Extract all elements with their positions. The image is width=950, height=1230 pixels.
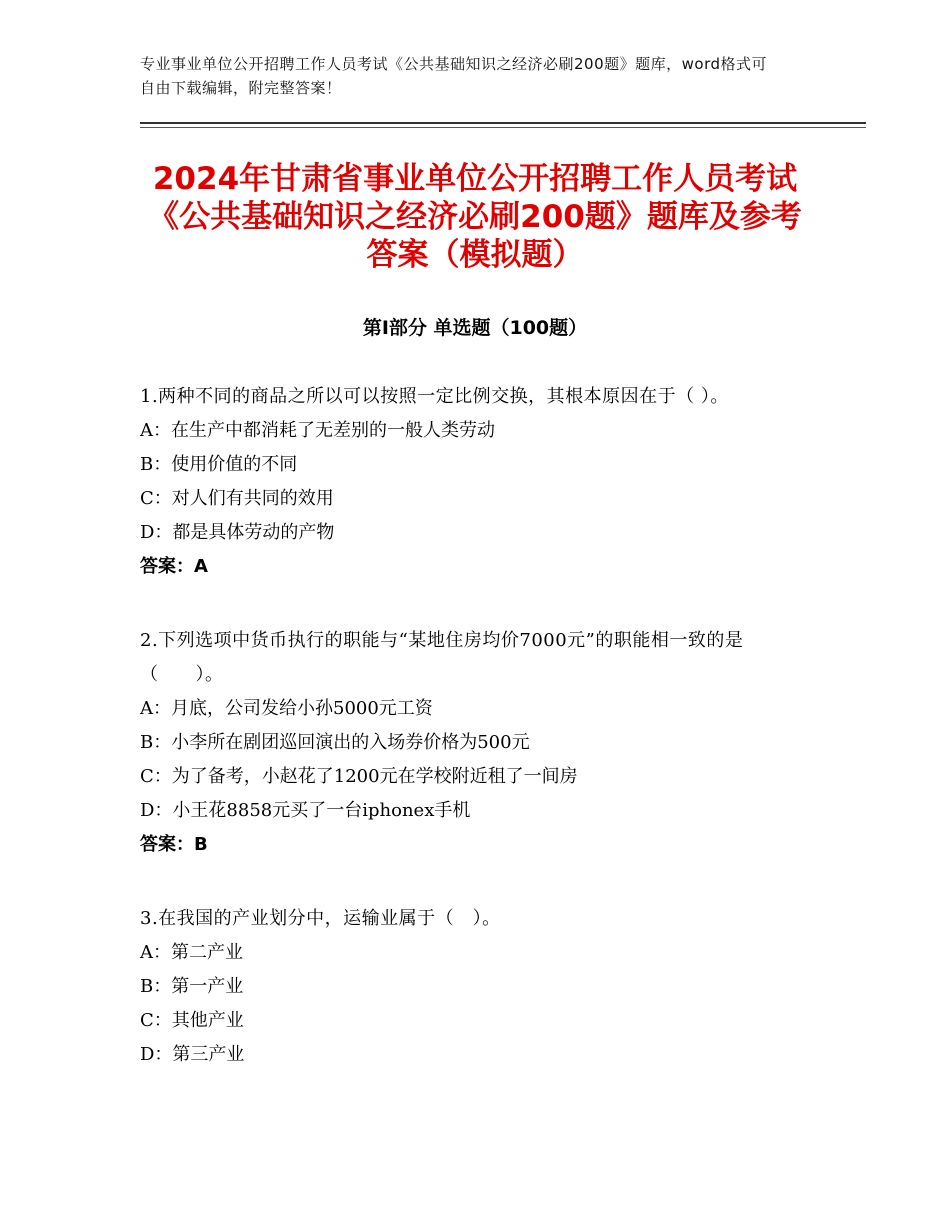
question-1 xyxy=(140,380,810,584)
question-text: 1.两种不同的商品之所以可以按照一定比例交换，其根本原因在于（ ）。 xyxy=(140,386,729,407)
option-c: C：其他产业 xyxy=(140,1010,244,1031)
option-d: D：小王花8858元买了一台iphonex手机 xyxy=(140,800,471,821)
question-text: 2.下列选项中货币执行的职能与“某地住房均价7000元”的职能相一致的是（ ）。 xyxy=(140,630,744,685)
document-title: 2024年甘肃省事业单位公开招聘工作人员考试《公共基础知识之经济必刷200题》题库及参考答案（模拟题） xyxy=(148,161,802,273)
option-b: B：第一产业 xyxy=(140,976,244,997)
header-divider-thick xyxy=(140,122,866,124)
answer: 答案：A xyxy=(140,556,208,577)
option-d: D：都是具体劳动的产物 xyxy=(140,522,335,543)
option-c: C：对人们有共同的效用 xyxy=(140,488,334,509)
section-title: 第Ⅰ部分 单选题（100题） xyxy=(362,317,588,339)
option-a: A：月底，公司发给小孙5000元工资 xyxy=(140,698,433,719)
question-list xyxy=(140,380,810,1112)
header-divider-thin xyxy=(140,127,866,128)
option-d: D：第三产业 xyxy=(140,1044,245,1065)
option-a: A：第二产业 xyxy=(140,942,243,963)
question-3 xyxy=(140,902,810,1072)
header-note: 专业事业单位公开招聘工作人员考试《公共基础知识之经济必刷200题》题库，word格式可自由下载编辑，附完整答案！ xyxy=(140,55,768,97)
option-c: C：为了备考，小赵花了1200元在学校附近租了一间房 xyxy=(140,766,578,787)
option-a: A：在生产中都消耗了无差别的一般人类劳动 xyxy=(140,420,495,441)
question-2 xyxy=(140,624,810,862)
option-b: B：小李所在剧团巡回演出的入场券价格为500元 xyxy=(140,732,530,753)
answer: 答案：B xyxy=(140,834,208,855)
option-b: B：使用价值的不同 xyxy=(140,454,298,475)
question-text: 3.在我国的产业划分中，运输业属于（ ）。 xyxy=(140,908,501,929)
